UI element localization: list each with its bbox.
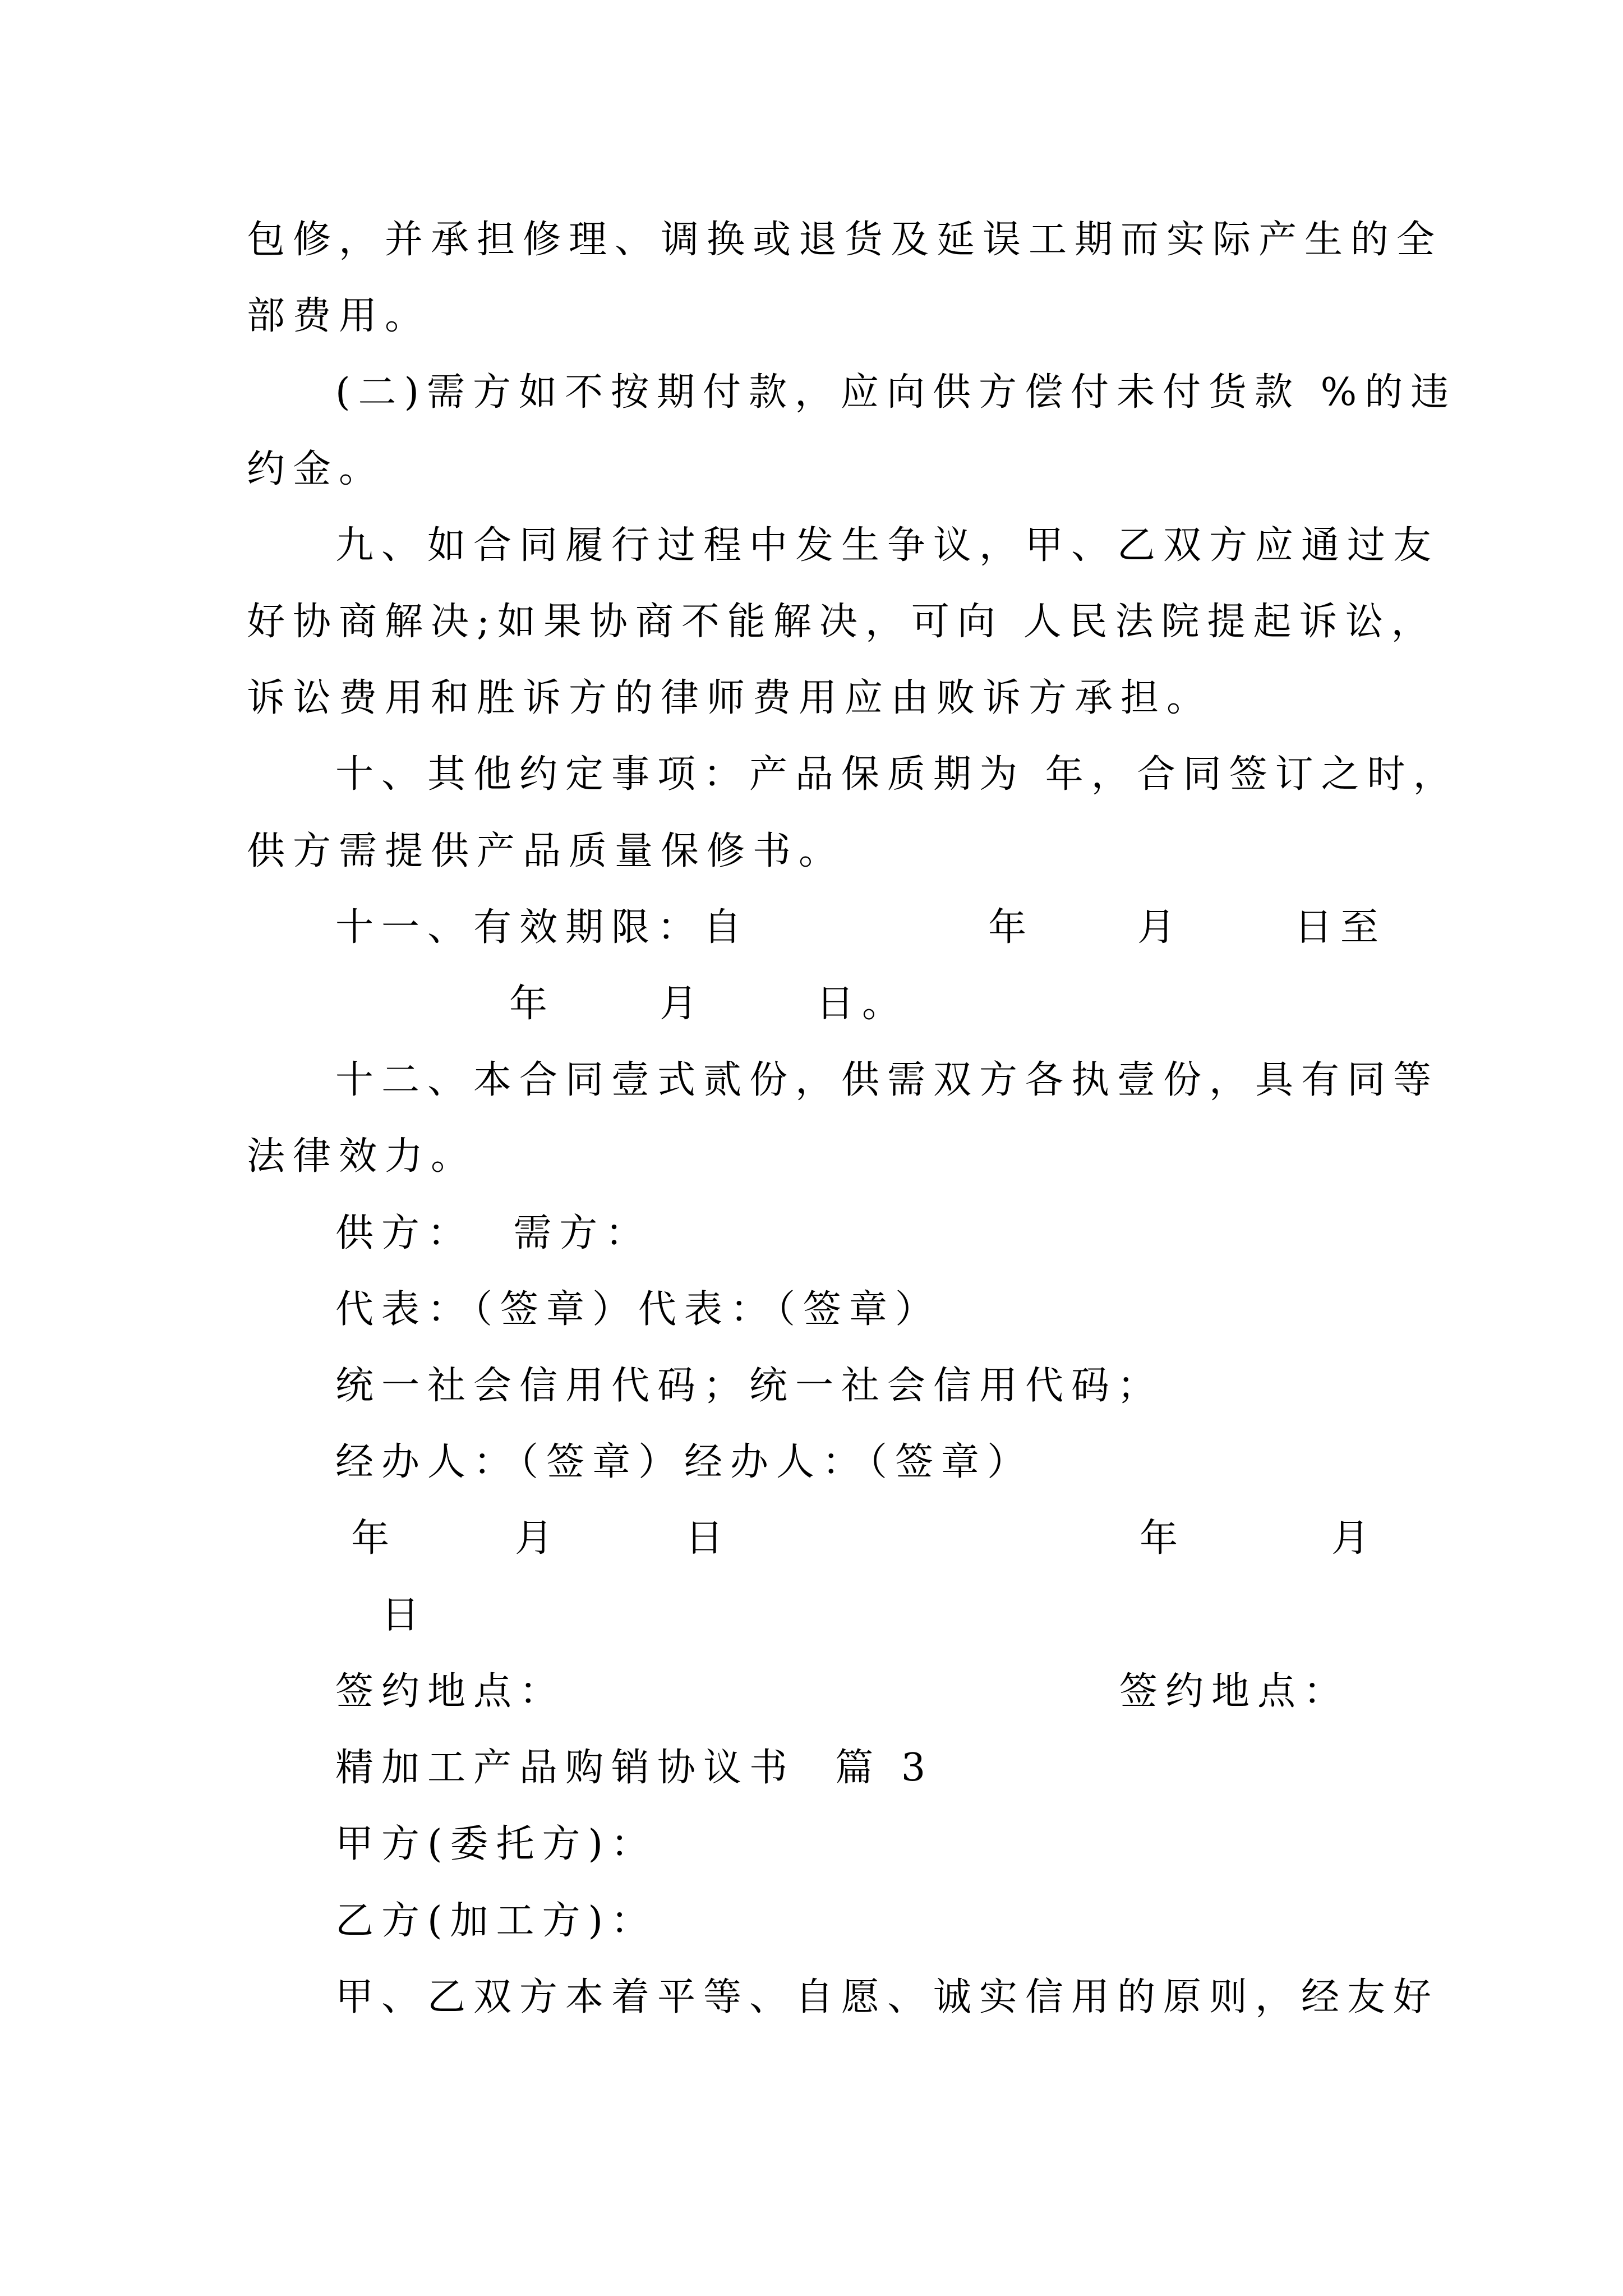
section-3-party-b: 乙方(加工方)：	[335, 1899, 657, 1943]
signature-date-left-day: 日	[685, 1516, 732, 1561]
paragraph-9-line-1: 九、如合同履行过程中发生争议，甲、乙双方应通过友	[335, 523, 1440, 568]
signature-place-left: 签约地点：	[335, 1669, 566, 1714]
section-3-intro: 甲、乙双方本着平等、自愿、诚实信用的原则，经友好	[335, 1975, 1440, 2019]
paragraph-12-line-1: 十二、本合同壹式贰份，供需双方各执壹份，具有同等	[335, 1058, 1440, 1102]
signature-date-left-year: 年	[351, 1516, 398, 1561]
signature-credit-code: 统一社会信用代码；统一社会信用代码；	[335, 1364, 1164, 1408]
signature-parties: 供方： 需方：	[335, 1211, 652, 1255]
paragraph-11-day-1-to: 日至	[1294, 905, 1387, 950]
paragraph-11-day-2: 日。	[816, 982, 909, 1026]
section-3-title: 精加工产品购销协议书 篇 3	[335, 1746, 934, 1790]
paragraph-8-2-line-2: 约金。	[247, 447, 385, 491]
signature-representative: 代表：（签章）代表：（签章）	[335, 1287, 942, 1332]
signature-date-right-year: 年	[1140, 1516, 1186, 1561]
paragraph-10-line-1: 十、其他约定事项：产品保质期为 年，合同签订之时，	[335, 752, 1459, 797]
paragraph-8-1-line-2: 部费用。	[247, 294, 431, 338]
paragraph-11-year-2: 年	[509, 982, 556, 1026]
paragraph-10-line-2: 供方需提供产品质量保修书。	[247, 829, 845, 873]
signature-date-right-day: 日	[381, 1593, 428, 1637]
paragraph-9-line-2: 好协商解决;如果协商不能解决，可向 人民法院提起诉讼，	[247, 600, 1437, 644]
signature-place-right: 签约地点：	[1119, 1669, 1350, 1714]
paragraph-9-line-3: 诉讼费用和胜诉方的律师费用应由败诉方承担。	[247, 676, 1213, 720]
signature-handler: 经办人：（签章）经办人：（签章）	[335, 1440, 1034, 1484]
paragraph-11-year-1: 年	[988, 905, 1035, 950]
paragraph-12-line-2: 法律效力。	[247, 1134, 477, 1179]
signature-date-right-month: 月	[1331, 1516, 1378, 1561]
paragraph-8-2-line-1: (二)需方如不按期付款，应向供方偿付未付货款 %的违	[335, 370, 1457, 415]
section-3-party-a: 甲方(委托方)：	[335, 1822, 657, 1866]
paragraph-8-1-line-1: 包修，并承担修理、调换或退货及延误工期而实际产生的全	[247, 218, 1443, 262]
paragraph-11-prefix: 十一、有效期限：自	[335, 905, 750, 950]
signature-date-left-month: 月	[515, 1516, 561, 1561]
paragraph-11-month-1: 月	[1137, 905, 1184, 950]
paragraph-11-month-2: 月	[660, 982, 706, 1026]
